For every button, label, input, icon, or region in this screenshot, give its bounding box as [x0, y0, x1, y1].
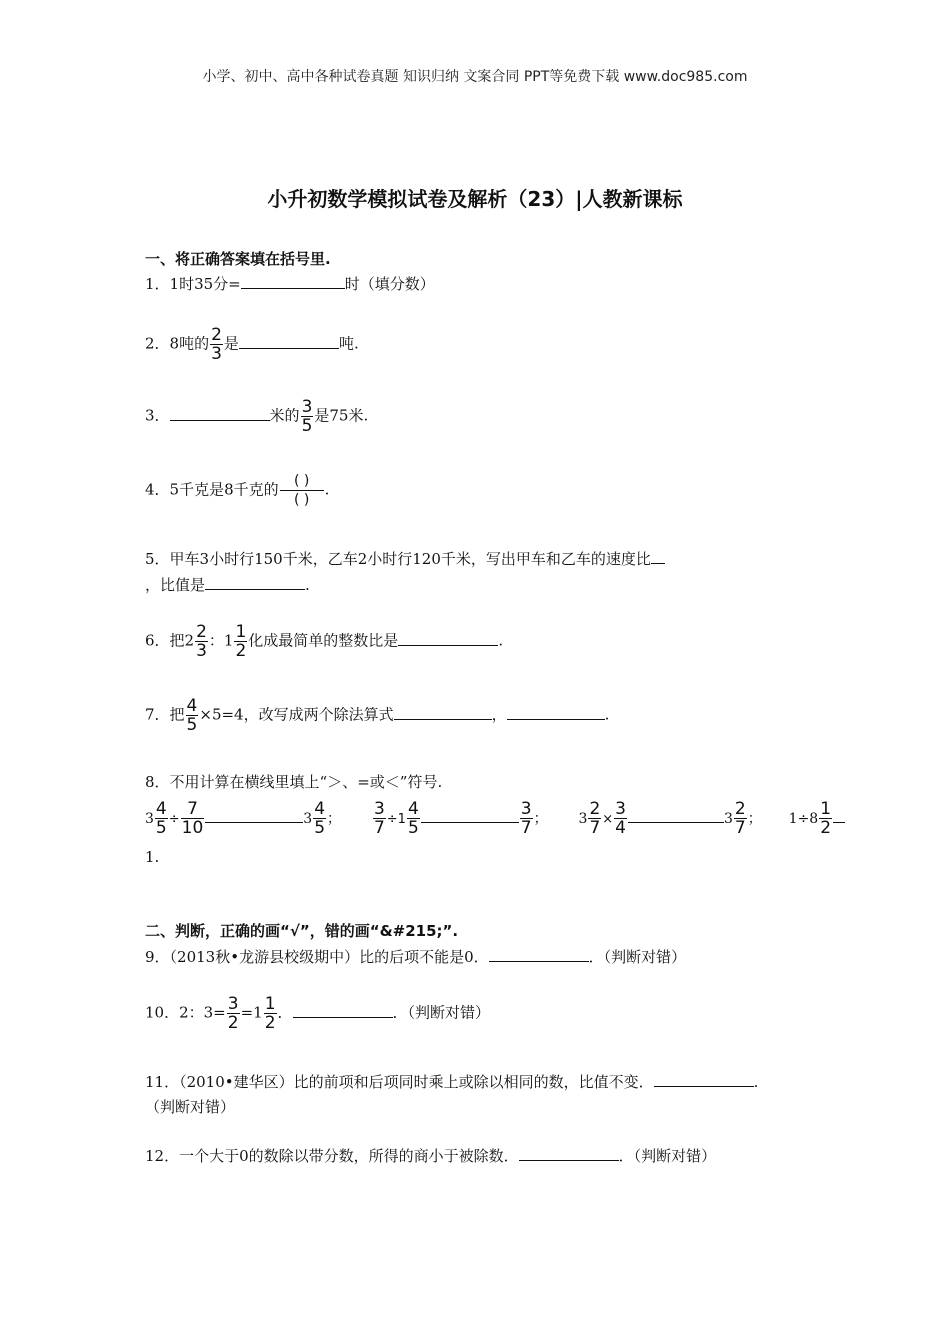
q2-answer-blank[interactable] [239, 334, 339, 349]
q8-e4-n1: 1 [820, 799, 832, 819]
q4-text: 4．5千克是8千克的 [145, 480, 279, 499]
q4-fraction[interactable] [280, 472, 324, 509]
q8-expr-2 [372, 799, 552, 838]
q8-e4-frac [819, 800, 832, 837]
q4-numerator: ( ) [293, 473, 310, 489]
q4-denominator: ( ) [293, 492, 310, 508]
q2-numerator: 2 [211, 325, 222, 345]
q8-expr-1 [145, 799, 346, 838]
q8-blank-4[interactable] [833, 808, 845, 823]
q8-e1-frac-1 [155, 800, 168, 837]
q8-e2-n1: 3 [373, 799, 385, 819]
q10-numerator-2: 1 [264, 994, 276, 1014]
q6-separator: ：1 [208, 631, 234, 650]
q8-e4-d1: 2 [820, 818, 832, 838]
q8-e3-whole-2: 3 [724, 810, 733, 827]
q6-mid: 化成最简单的整数比是 [248, 631, 399, 650]
q8-e1-d2: 10 [181, 818, 204, 838]
q6-denominator-1: 3 [196, 641, 207, 661]
q6-text: 6．把2 [145, 631, 195, 650]
q10-eq: =1 [240, 1003, 263, 1022]
q5-value-blank[interactable] [205, 575, 305, 590]
q8-e2-n2: 4 [407, 799, 419, 819]
question-6 [145, 623, 503, 660]
q8-e3-d1: 7 [589, 818, 601, 838]
q10-fraction-2 [264, 995, 277, 1032]
q8-e1-n1: 4 [155, 799, 167, 819]
q6-numerator-1: 2 [196, 622, 207, 642]
q8-e2-d2: 5 [407, 818, 419, 838]
q7-answer-blank-1[interactable] [394, 705, 492, 720]
section-2-heading: 二、判断，正确的画“√”，错的画“&#215;”. [145, 922, 459, 940]
q7-answer-blank-2[interactable] [507, 705, 605, 720]
q11-end: . [753, 1073, 759, 1091]
q10-text: 10．2：3= [145, 1003, 226, 1022]
section-1-heading: 一、将正确答案填在括号里. [145, 250, 331, 268]
q8-e1-n3: 4 [314, 799, 326, 819]
q1-suffix: 时（填分数） [344, 275, 435, 293]
q7-denominator: 5 [186, 715, 198, 735]
q11-text: 11．（2010•建华区）比的前项和后项同时乘上或除以相同的数，比值不变． [145, 1073, 654, 1091]
q8-e3-n3: 2 [734, 799, 746, 819]
question-11-line2: （判断对错） [145, 1098, 236, 1116]
q12-answer-blank[interactable] [519, 1146, 619, 1161]
q3-text: 3． [145, 406, 170, 425]
question-12 [145, 1145, 716, 1166]
q3-denominator: 5 [301, 416, 313, 436]
question-1 [145, 273, 435, 294]
q3-answer-blank[interactable] [170, 406, 270, 421]
q8-expressions [145, 800, 845, 837]
q8-e2-d1: 7 [373, 818, 385, 838]
q10-numerator-1: 3 [227, 994, 239, 1014]
q12-text: 12．一个大于0的数除以带分数，所得的商小于被除数． [145, 1147, 519, 1165]
q3-suffix: 是75米. [314, 406, 369, 425]
q2-text: 2．8吨的 [145, 334, 210, 353]
q7-suffix: . [604, 705, 610, 724]
q2-fraction [210, 326, 223, 363]
question-9 [145, 946, 686, 967]
q8-blank-1[interactable] [205, 808, 303, 823]
q8-e1-whole-2: 3 [303, 810, 313, 827]
q6-denominator-2: 2 [235, 641, 247, 661]
q6-suffix: . [498, 631, 504, 650]
q8-e3-d2: 4 [615, 818, 626, 838]
q8-e1-d3: 5 [314, 818, 326, 838]
page-title: 小升初数学模拟试卷及解析（23）|人教新课标 [267, 187, 683, 211]
q3-mid: 米的 [269, 406, 300, 425]
q10-suffix: ．（判断对错） [392, 1003, 491, 1022]
question-3 [145, 398, 368, 435]
q8-e1-frac-2 [181, 800, 205, 837]
q12-suffix: ．（判断对错） [618, 1147, 717, 1165]
q8-e2-d3: 7 [520, 818, 532, 838]
q10-denominator-1: 2 [227, 1013, 239, 1033]
q7-mid: ×5=4，改写成两个除法算式 [199, 705, 394, 724]
q5-suffix: . [305, 576, 310, 594]
q3-numerator: 3 [301, 397, 313, 417]
q8-e3-whole: 3 [578, 810, 588, 827]
q7-numerator: 4 [186, 696, 198, 716]
q6-fraction-2 [234, 623, 247, 660]
q8-expr-4 [788, 799, 845, 838]
q8-e1-end: ； [327, 810, 342, 827]
question-10 [145, 995, 490, 1032]
q2-mid: 是 [223, 334, 239, 353]
q5-ratio-blank[interactable] [651, 549, 665, 564]
q2-denominator: 3 [211, 344, 222, 364]
q7-fraction [186, 697, 199, 734]
q8-expr-3 [578, 799, 767, 838]
q2-suffix: 吨. [338, 334, 359, 353]
q7-text: 7．把 [145, 705, 185, 724]
q8-tail: 1. [145, 848, 160, 866]
q8-e1-whole: 3 [145, 810, 154, 827]
q8-e3-d3: 7 [734, 818, 746, 838]
question-2 [145, 326, 359, 363]
q4-suffix: . [324, 480, 330, 499]
q8-e3-op: × [602, 811, 614, 827]
q6-answer-blank[interactable] [398, 631, 498, 646]
q8-e1-frac-3 [313, 800, 326, 837]
q5-text: 5．甲车3小时行150千米，乙车2小时行120千米，写出甲车和乙车的速度比 [145, 550, 651, 568]
q8-e2-frac-2 [407, 800, 420, 837]
q8-e2-n3: 3 [520, 799, 532, 819]
q8-e2-op: ÷1 [386, 811, 406, 827]
q8-e4-text: 1÷8 [788, 810, 819, 827]
q8-blank-3[interactable] [628, 808, 724, 823]
q1-answer-blank[interactable] [241, 274, 345, 289]
q3-fraction [301, 398, 314, 435]
q10-denominator-2: 2 [264, 1013, 276, 1033]
q1-text: 1．1时35分= [145, 275, 241, 293]
q8-e3-n1: 2 [589, 799, 601, 819]
q7-comma: ， [491, 705, 507, 724]
q8-e1-n2: 7 [187, 799, 198, 819]
question-5 [145, 548, 665, 569]
q8-e3-frac-2 [614, 800, 627, 837]
q8-e3-frac-3 [734, 800, 747, 837]
question-5-line2 [145, 574, 310, 595]
question-8: 8．不用计算在横线里填上“＞、=或＜”符号. [145, 773, 443, 791]
q8-e3-frac-1 [588, 800, 601, 837]
q8-e3-n2: 3 [615, 799, 626, 819]
question-4 [145, 472, 329, 509]
q5-text-2: ，比值是 [145, 576, 206, 594]
q8-e3-end: ； [747, 810, 762, 827]
q8-e1-op: ÷ [168, 811, 180, 827]
q9-suffix: ．（判断对错） [588, 948, 687, 966]
q8-e2-end: ； [533, 810, 548, 827]
question-11 [145, 1071, 758, 1092]
q6-numerator-2: 1 [235, 622, 247, 642]
q9-text: 9．（2013秋•龙游县校级期中）比的后项不能是0． [145, 948, 489, 966]
q10-answer-blank[interactable] [293, 1003, 393, 1018]
question-7 [145, 697, 609, 734]
q9-answer-blank[interactable] [489, 947, 589, 962]
q8-e2-frac-3 [520, 800, 533, 837]
q11-answer-blank[interactable] [654, 1072, 754, 1087]
q10-dot: ． [277, 1003, 293, 1022]
q8-blank-2[interactable] [421, 808, 519, 823]
page-header: 小学、初中、高中各种试卷真题 知识归纳 文案合同 PPT等免费下载 www.doc985.com [202, 69, 748, 85]
q6-fraction-1 [195, 623, 208, 660]
q8-e1-d1: 5 [155, 818, 167, 838]
q8-e2-frac-1 [373, 800, 386, 837]
q10-fraction-1 [227, 995, 240, 1032]
